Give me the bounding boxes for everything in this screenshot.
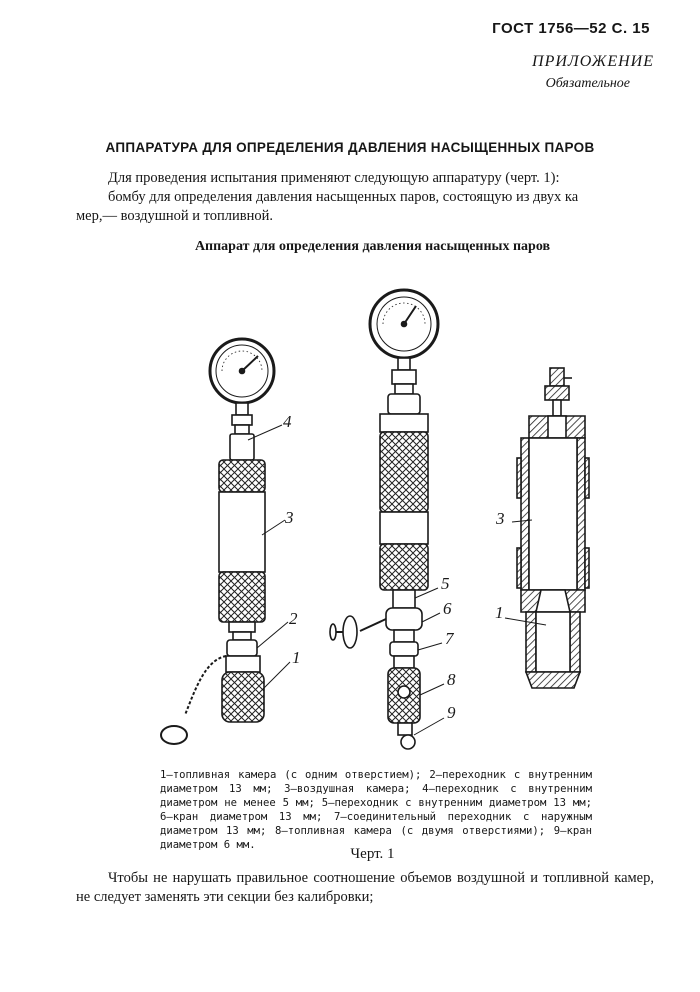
closing-paragraph: Чтобы не нарушать правильное соотношение объемов воздушной и топливной камер, не следует заменять эти секции без калибровки; [76,870,654,905]
intro-line-3: мер,— воздушной и топливной. [76,208,274,224]
label-6: 6 [443,599,452,618]
label-7: 7 [445,629,454,648]
appendix-subtitle: Обязательное [545,76,630,91]
figure-caption: 1—топливная камера (с одним отверстием); 2—переходник с внутренним диаметром 13 мм; 3—воздушная камера; 4—переходник с внутренним диаметром не менее 5 мм; 5—переходник с внутренним диаметром 13 мм; 6—кран диаметром 13 мм; 7—соединительный переходник с наружным диаметром 13 мм; 8—топливная камера (с двумя отверстиями); 9—кран диаметром 6 мм. [160,769,592,851]
middle-apparatus [330,290,444,749]
appendix-title: ПРИЛОЖЕНИЕ [532,53,654,70]
section-title: АППАРАТУРА ДЛЯ ОПРЕДЕЛЕНИЯ ДАВЛЕНИЯ НАСЫЩЕННЫХ ПАРОВ [105,140,595,155]
label-4: 4 [283,412,292,431]
label-2: 2 [289,609,298,628]
page-header: ГОСТ 1756—52 С. 15 [492,20,650,37]
apparatus-figure [150,270,590,765]
right-section [505,368,589,688]
label-3-right: 3 [496,509,505,528]
label-3-left: 3 [285,508,294,527]
label-8: 8 [447,670,456,689]
figure-title: Аппарат для определения давления насыщенных паров [194,239,551,254]
label-5: 5 [441,574,450,593]
label-1-right: 1 [495,603,504,622]
intro-line-2: бомбу для определения давления насыщенных паров, состоящую из двух ка [108,189,579,205]
label-9: 9 [447,703,456,722]
left-apparatus [161,339,290,744]
figure-number: Черт. 1 [350,846,395,862]
intro-line-1: Для проведения испытания применяют следующую аппаратуру (черт. 1): [108,170,560,186]
label-1-left: 1 [292,648,301,667]
